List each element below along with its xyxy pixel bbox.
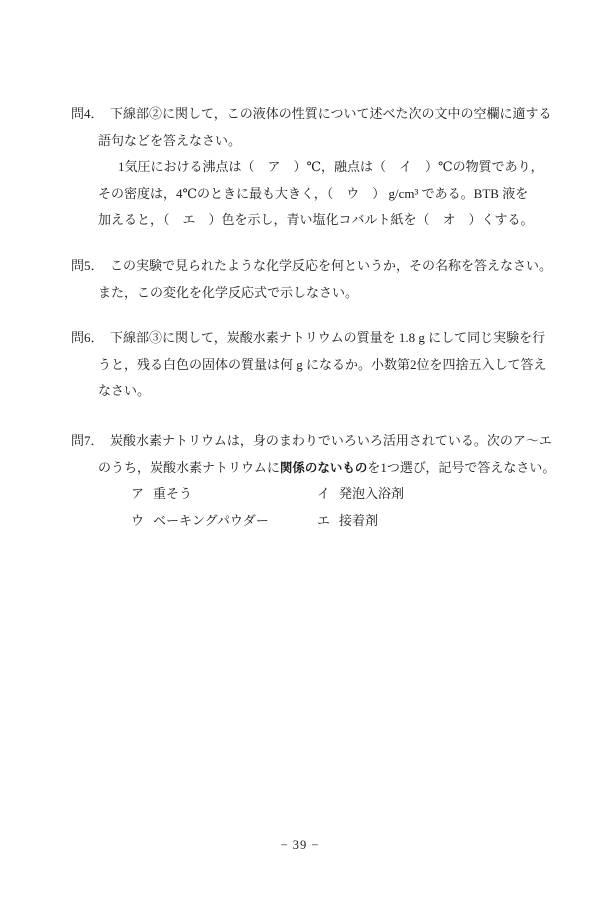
question-6 xyxy=(71,325,549,405)
page-number: − 39 − xyxy=(280,838,320,852)
choice-text-a: 重そう xyxy=(153,486,193,502)
choice-letter-i: イ xyxy=(317,486,331,502)
question-6-line-3: なさい。 xyxy=(98,383,151,399)
choice-text-e: 接着剤 xyxy=(339,512,379,528)
question-7-label: 問7． xyxy=(71,432,104,448)
question-7 xyxy=(71,428,556,534)
question-5 xyxy=(71,253,553,306)
choice-item-e xyxy=(317,508,549,535)
question-7-keyword-bold: 関係のないもの xyxy=(279,460,368,475)
question-5-line-2: また，この変化を化学反応式で示しなさい。 xyxy=(98,284,359,300)
question-4 xyxy=(71,101,552,234)
choice-letter-a: ア xyxy=(131,486,145,502)
question-4-passage-line-1: 1気圧における沸点は（ ア ）℃，融点は（ イ ）℃の物質であり， xyxy=(118,159,544,175)
question-7-line-2-post: を1つ選び，記号で答えなさい。 xyxy=(367,459,556,475)
choice-letter-u: ウ xyxy=(131,512,145,528)
choice-item-i xyxy=(317,481,549,508)
question-6-label: 問6． xyxy=(71,330,104,346)
question-4-passage-line-2: その密度は，4℃のときに最も大きく，（ ウ ） g/cm³ である。BTB 液を xyxy=(98,185,529,201)
question-4-passage-line-3: 加えると，（ エ ）色を示し，青い塩化コバルト紙を（ オ ）くする。 xyxy=(98,212,534,228)
choice-text-u: ベーキングパウダー xyxy=(153,512,269,528)
question-7-line-2 xyxy=(98,455,556,482)
question-7-choices xyxy=(98,481,549,534)
question-6-line-2: うと，残る白色の固体の質量は何 g になるか。小数第2位を四捨五入して答え xyxy=(98,356,547,372)
question-4-label: 問4． xyxy=(71,106,104,121)
question-5-label: 問5． xyxy=(71,257,104,273)
question-6-line-1: 下線部③に関して，炭酸水素ナトリウムの質量を 1.8 g にして同じ実験を行 xyxy=(110,330,546,346)
exam-content xyxy=(71,101,556,534)
question-4-line-2: 語句などを答えなさい。 xyxy=(98,132,242,148)
question-4-line-1: 下線部②に関して，この液体の性質について述べた次の文中の空欄に適する xyxy=(110,106,552,121)
choice-item-u xyxy=(131,508,317,535)
choice-text-i: 発泡入浴剤 xyxy=(339,486,405,502)
choice-item-a xyxy=(131,481,317,508)
question-7-line-1: 炭酸水素ナトリウムは，身のまわりでいろいろ活用されている。次のア～エ xyxy=(110,432,552,448)
question-7-line-2-pre: のうち，炭酸水素ナトリウムに xyxy=(98,459,280,475)
choice-letter-e: エ xyxy=(317,512,331,528)
question-5-line-1: この実験で見られたような化学反応を何というか，その名称を答えなさい。 xyxy=(110,257,553,273)
